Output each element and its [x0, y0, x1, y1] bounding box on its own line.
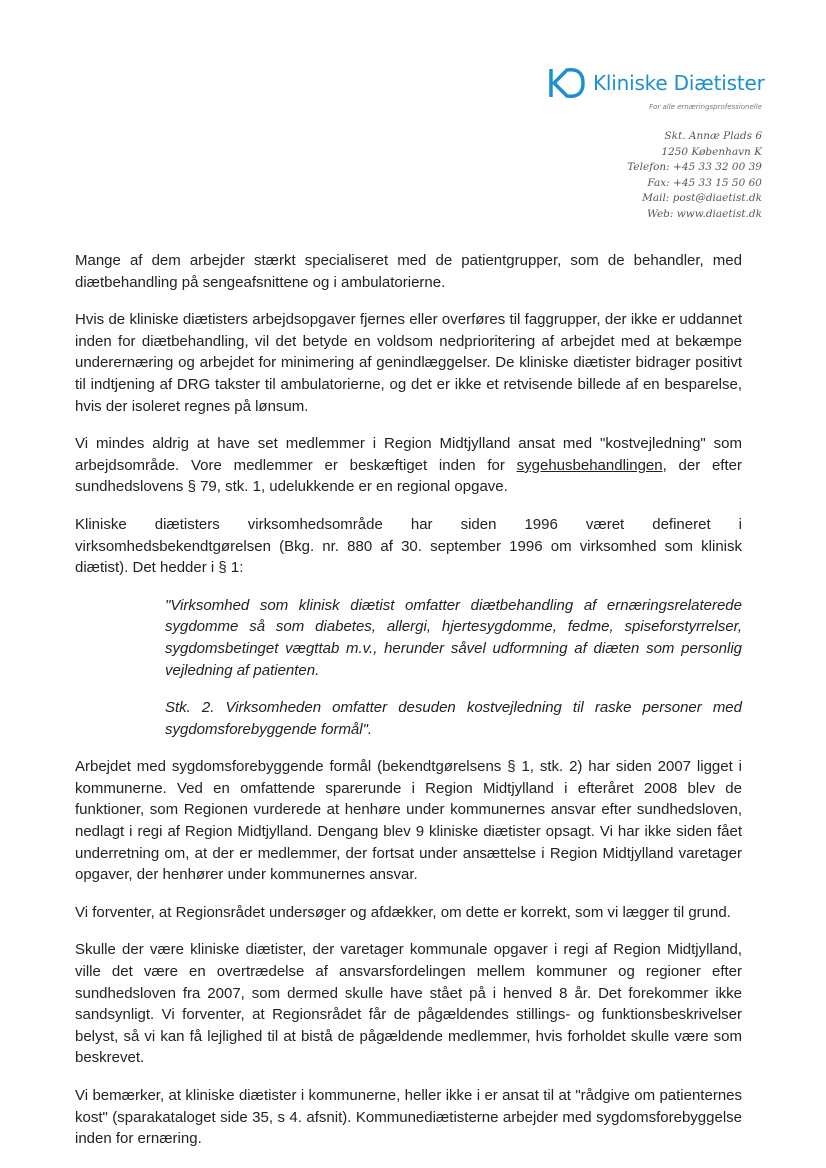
paragraph: Mange af dem arbejder stærkt specialiseret med de patientgrupper, som de behandler, med diætbehandling på sengeafsnittene og i ambulatorierne. — [75, 252, 742, 291]
kd-logo-icon — [547, 66, 587, 100]
paragraph: Vi forventer, at Regionsrådet undersøger og afdækker, om dette er korrekt, som vi lægger til grund. — [75, 903, 731, 921]
paragraph: Arbejdet med sygdomsforebyggende formål (bekendtgørelsens § 1, stk. 2) har siden 2007 ligget i kommunerne. Ved en omfattende sparerunde i Region Midtjylland i efteråret 2008 blev de funktioner, som Regionen vurderede at henhøre under kommunernes ansvar efter sundhedsloven, nedlagt i regi af Region Midtjylland. Dengang blev 9 kliniske diætister opsagt. Vi har ikke siden fået underretning om, at der er medlemmer, der fortsat under ansættelse i Region Midtjylland varetager opgaver, der henhører under kommunernes ansvar. — [75, 758, 742, 884]
address-city: 1250 København K — [661, 145, 762, 158]
paragraph-text: Vi mindes aldrig at have set medlemmer i Region Midtjylland ansat med "kostvejledning" som arbejdsområde. Vore medlemmer er beskæftiget inden for — [75, 435, 742, 474]
logo — [547, 66, 765, 100]
address-web: Web: www.diaetist.dk — [647, 207, 762, 220]
paragraph: Skulle der være kliniske diætister, der varetager kommunale opgaver i regi af Region Midtjylland, ville det være en overtrædelse af ansvarsfordelingen mellem kommuner og regioner efter sundhedsloven fra 2007, som dermed skulle have stået på i henved 8 år. Det forekommer ikke sandsynligt. Vi forventer, at Regionsrådet får de pågældendes stillings- og funktionsbeskrivelser belyst, så vi kan få lejlighed til at bistå de pågældende medlemmer, hvis forholdet skulle være som beskrevet. — [75, 941, 742, 1067]
quote: Stk. 2. Virksomheden omfatter desuden kostvejledning til raske personer med sygdomsforebyggende formål". — [165, 699, 742, 738]
letter-body — [75, 250, 742, 1166]
quote: "Virksomhed som klinisk diætist omfatter diætbehandling af ernæringsrelaterede sygdomme så som diabetes, allergi, hjertesygdomme, fedme, spiseforstyrrelser, sygdomsbetinget vægttab m.v., herunder såvel udformning af diæten som personlig vejledning af patienten. — [165, 596, 742, 679]
tagline: For alle ernæringsprofessionelle — [649, 103, 762, 111]
paragraph: Kliniske diætisters virksomhedsområde har siden 1996 været defineret i virksomhedsbekendtgørelsen (Bkg. nr. 880 af 30. september 1996 om virksomhed som klinisk diætist). Det hedder i § 1: — [75, 515, 742, 577]
paragraph: Vi bemærker, at kliniske diætister i kommunerne, heller ikke i er ansat til at "rådgive om patienternes kost" (sparakataloget side 35, s 4. afsnit). Kommunediætisterne arbejder med sygdomsforebyggelse inden for ernæring. — [75, 1087, 742, 1148]
address-mail: Mail: post@diaetist.dk — [642, 192, 762, 205]
paragraph: Hvis de kliniske diætisters arbejdsopgaver fjernes eller overføres til faggrupper, der ikke er uddannet inden for diætbehandling, vil det betyde en voldsom nedprioritering af arbejdet med at bekæmpe underernæring og arbejdet for minimering af genindlæggelser. De kliniske diætister bidrager positivt til indtjening af DRG takster til ambulatorierne, og det er ikke et retvisende billede af en besparelse, hvis der isoleret regnes på lønsum. — [75, 311, 742, 415]
paragraph-text: , der efter sundhedslovens § 79, stk. 1, udelukkende er en regional opgave. — [75, 456, 742, 496]
paragraph — [75, 433, 742, 498]
address-street: Skt. Annæ Plads 6 — [664, 130, 762, 142]
underlined-term: sygehusbehandlingen — [516, 456, 663, 474]
address-fax: Fax: +45 33 15 50 60 — [647, 176, 762, 189]
address-phone: Telefon: +45 33 32 00 39 — [627, 161, 762, 174]
address-block — [627, 129, 762, 223]
org-name: Kliniske Diætister — [593, 71, 765, 95]
